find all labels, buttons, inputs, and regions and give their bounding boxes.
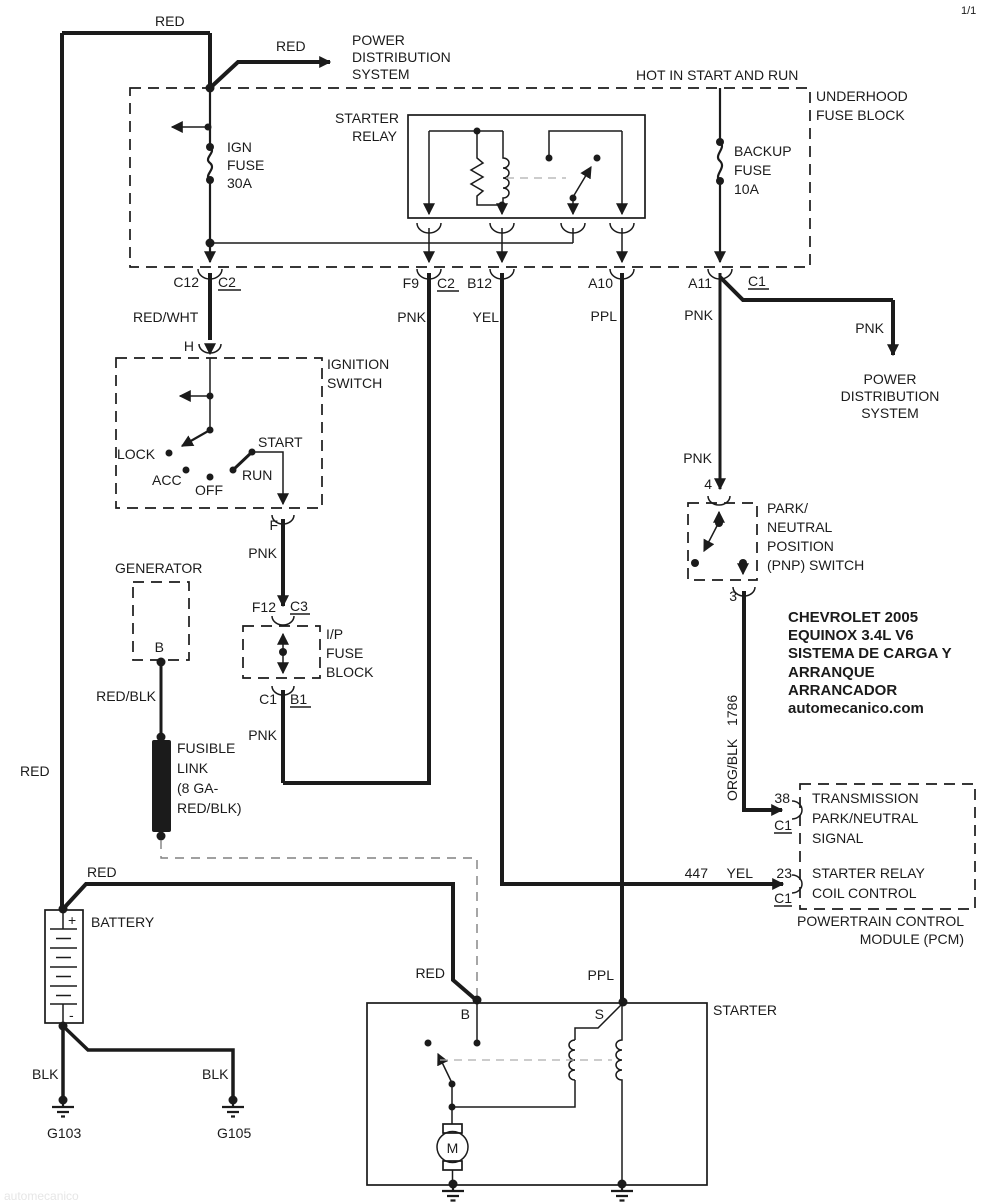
ign-fuse — [172, 124, 264, 244]
pin-23: 23 — [776, 865, 792, 881]
connector-c1-pin23: C1 — [774, 890, 792, 906]
connector-c1-pin38: C1 — [774, 817, 792, 833]
ground-g103 — [47, 1096, 81, 1142]
fusible-link-label3: (8 GA- — [177, 780, 219, 796]
fuse-block-connectors — [173, 269, 769, 291]
pcm-signal2-line2: COIL CONTROL — [812, 885, 917, 901]
generator — [96, 560, 202, 737]
terminal-b-generator: B — [154, 639, 164, 655]
wire-label-pnk-arrow: PNK — [855, 320, 884, 336]
wire-label-red-branch: RED — [276, 38, 306, 54]
title-line5: ARRANCADOR — [788, 682, 898, 699]
starter-relay-label1: STARTER — [334, 110, 399, 126]
wire-label-orgblk: ORG/BLK — [724, 738, 740, 801]
connector-f9: F9 — [402, 275, 419, 291]
fusible-link-label1: FUSIBLE — [177, 740, 236, 756]
ip-fuse-block-label1: I/P — [326, 626, 344, 642]
fusible-link-label4: RED/BLK) — [177, 800, 242, 816]
hot-in-start-run-label: HOT IN START AND RUN — [636, 67, 799, 83]
power-dist-right-line1: POWER — [863, 371, 917, 387]
wire-label-blk-left: BLK — [32, 1066, 59, 1082]
pnp-switch-label3: POSITION — [767, 538, 834, 554]
wire-label-pnk-pnp: PNK — [683, 450, 712, 466]
pcm — [685, 784, 975, 947]
circuit-447: 447 — [684, 865, 708, 881]
battery-minus: - — [69, 1007, 74, 1023]
ground-g103-label: G103 — [47, 1125, 82, 1141]
connector-b1: B1 — [290, 691, 308, 707]
title-line1: CHEVROLET 2005 — [788, 609, 919, 626]
starter-label: STARTER — [713, 1002, 778, 1018]
connector-c1: C1 — [748, 273, 766, 289]
title-line6: automecanico.com — [788, 700, 924, 717]
underhood-fuse-block-label1: UNDERHOOD — [816, 88, 908, 104]
starter — [367, 967, 777, 1201]
backup-fuse-label2: FUSE — [734, 162, 772, 178]
connector-b12: B12 — [467, 275, 492, 291]
connector-a11: A11 — [688, 275, 712, 291]
pin-3: 3 — [729, 588, 737, 604]
ign-fuse-label2: FUSE — [227, 157, 265, 173]
pin-4: 4 — [704, 476, 712, 492]
starter-relay — [335, 110, 645, 262]
backup-fuse-label1: BACKUP — [734, 143, 792, 159]
power-dist-right-line2: DISTRIBUTION — [840, 388, 940, 404]
watermark: automecanico — [4, 1189, 79, 1202]
ign-fuse-label3: 30A — [227, 175, 252, 191]
wire-label-pnk-f: PNK — [248, 545, 277, 561]
ground-g105-label: G105 — [217, 1125, 252, 1141]
wire-label-ppl-starter: PPL — [587, 967, 614, 983]
circuit-1786: 1786 — [724, 694, 740, 726]
terminal-f: F — [269, 517, 278, 533]
position-start: START — [258, 434, 303, 450]
pnp-switch-label2: NEUTRAL — [767, 519, 833, 535]
generator-label: GENERATOR — [115, 560, 203, 576]
connector-f12: F12 — [251, 599, 276, 615]
motor-m-label: M — [446, 1140, 459, 1156]
ignition-switch-label2: SWITCH — [327, 375, 383, 391]
ip-fuse-block — [243, 519, 374, 783]
wire-label-redblk: RED/BLK — [96, 688, 156, 704]
wire-label-pnk-a11: PNK — [684, 307, 713, 323]
connector-c3: C3 — [290, 598, 308, 614]
backup-fuse-label3: 10A — [734, 181, 759, 197]
power-dist-top-line1: POWER — [352, 32, 405, 48]
wire-label-red-top: RED — [155, 13, 185, 29]
wire-label-yel-pcm: YEL — [726, 865, 753, 881]
starter-ground-left — [442, 1180, 464, 1201]
wire-label-pnk-c1: PNK — [248, 727, 277, 743]
wire-label-blk-right: BLK — [202, 1066, 229, 1082]
battery-plus: + — [68, 912, 77, 928]
underhood-fuse-block — [130, 67, 908, 291]
ground-g105 — [217, 1096, 251, 1142]
ip-fuse-block-label2: FUSE — [326, 645, 364, 661]
pcm-signal1-line1: TRANSMISSION — [812, 790, 919, 806]
position-off: OFF — [195, 482, 223, 498]
wire-label-red-battery: RED — [87, 864, 117, 880]
power-dist-right-line3: SYSTEM — [861, 405, 919, 421]
terminal-s-starter: S — [594, 1006, 604, 1022]
wire-label-yel-b12: YEL — [472, 309, 499, 325]
connector-c1-ip: C1 — [259, 691, 277, 707]
wire-label-red-starter: RED — [415, 965, 445, 981]
connector-c2-right: C2 — [437, 275, 455, 291]
terminal-h: H — [183, 338, 194, 354]
connector-c2-left: C2 — [218, 274, 236, 290]
starter-relay-label2: RELAY — [352, 128, 397, 144]
ign-fuse-label1: IGN — [227, 139, 252, 155]
starter-ground-right — [611, 1180, 633, 1201]
wire-label-ppl-a10: PPL — [590, 308, 617, 324]
backup-fuse — [716, 88, 792, 262]
ip-fuse-block-label3: BLOCK — [326, 664, 374, 680]
power-dist-top-line2: DISTRIBUTION — [352, 49, 451, 65]
title-block — [788, 609, 952, 717]
power-dist-top-line3: SYSTEM — [352, 66, 410, 82]
position-acc: ACC — [152, 472, 182, 488]
pcm-title-line1: POWERTRAIN CONTROL — [797, 913, 964, 929]
pnp-switch-label4: (PNP) SWITCH — [767, 557, 865, 573]
wire-label-pnk-f9: PNK — [397, 309, 426, 325]
wire-label-red-left: RED — [20, 763, 50, 779]
battery-label: BATTERY — [91, 914, 155, 930]
terminal-b-starter: B — [460, 1006, 470, 1022]
pcm-signal1-line2: PARK/NEUTRAL — [812, 810, 919, 826]
position-run: RUN — [242, 467, 273, 483]
title-line2: EQUINOX 3.4L V6 — [788, 627, 914, 644]
connector-c12: C12 — [173, 274, 199, 290]
pcm-signal2-line1: STARTER RELAY — [812, 865, 925, 881]
title-line3: SISTEMA DE CARGA Y — [788, 645, 952, 662]
ignition-switch — [116, 338, 389, 533]
connector-a10: A10 — [588, 275, 613, 291]
pcm-title-line2: MODULE (PCM) — [859, 931, 964, 947]
fusible-link-label2: LINK — [177, 760, 209, 776]
page-indicator: 1/1 — [961, 5, 977, 17]
underhood-fuse-block-label2: FUSE BLOCK — [816, 107, 905, 123]
pcm-signal1-line3: SIGNAL — [812, 830, 864, 846]
ignition-switch-label1: IGNITION — [327, 356, 390, 372]
title-line4: ARRANQUE — [788, 664, 875, 681]
pnp-switch-label1: PARK/ — [767, 500, 808, 516]
starter-motor — [437, 1124, 468, 1183]
wire-label-redwht: RED/WHT — [133, 309, 199, 325]
pin-38: 38 — [774, 790, 790, 806]
position-lock: LOCK — [117, 446, 156, 462]
